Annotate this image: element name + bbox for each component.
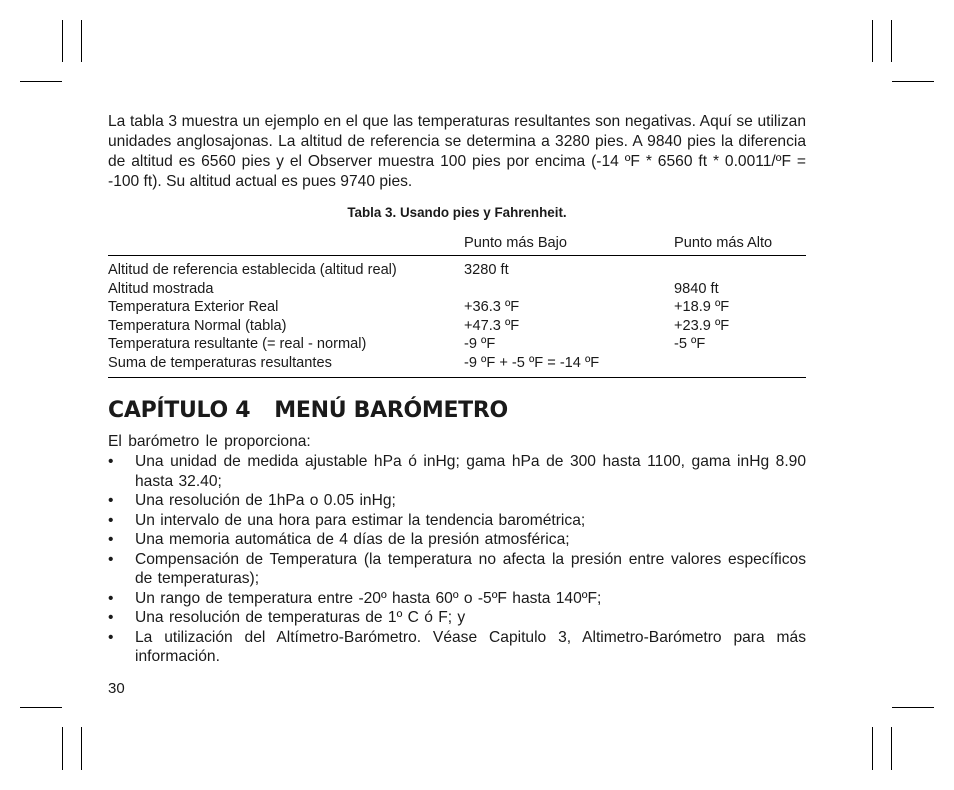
list-item [108,608,806,628]
table-body [108,256,806,378]
crop-mark [81,727,82,770]
table-cell: Temperatura Exterior Real [108,299,279,315]
chapter-title: MENÚ BARÓMETRO [274,398,508,423]
bullet-icon: • [108,453,114,470]
table-cell: +36.3 ºF [464,299,520,315]
feature-list [108,452,806,667]
crop-mark [20,81,62,82]
table-cell: +18.9 ºF [674,299,730,315]
table-cell: -9 ºF + -5 ºF = -14 ºF [464,354,600,371]
crop-mark [81,20,82,62]
list-item [108,530,806,550]
list-item [108,589,806,609]
bullets-intro: El barómetro le proporciona: [108,433,311,450]
bullet-icon: • [108,531,114,548]
crop-mark [872,727,873,770]
table-cell: 3280 ft [464,262,509,278]
table-row [108,281,806,300]
chapter-heading [108,398,508,423]
list-item-text: Una resolución de 1hPa o 0.05 inHg; [135,492,396,509]
bullet-icon: • [108,609,114,626]
page-number: 30 [108,680,125,697]
bullet-icon: • [108,589,114,607]
list-item-text: La utilización del Altímetro-Barómetro. Véase Capitulo 3, Altimetro-Barómetro para más información. [135,628,806,665]
crop-mark [20,707,62,708]
crop-mark [872,20,873,62]
table-cell: Temperatura Normal (tabla) [108,317,287,334]
data-table [108,230,806,378]
list-item-text: Una memoria automática de 4 días de la presión atmosférica; [135,531,570,548]
table-cell: Suma de temperaturas resultantes [108,354,332,371]
chapter-number: CAPÍTULO 4 [108,398,251,423]
table-row [108,262,806,281]
bullet-icon: • [108,511,114,529]
crop-mark [892,707,934,708]
table-cell: 9840 ft [674,280,719,297]
list-item [108,511,806,531]
crop-mark [62,727,63,770]
table-cell: -5 ºF [674,336,706,352]
table-caption: Tabla 3. Usando pies y Fahrenheit. [347,205,567,220]
bullet-icon: • [108,492,114,509]
list-item [108,550,806,589]
crop-mark [891,727,892,770]
table-cell: +23.9 ºF [674,317,730,334]
table-cell: +47.3 ºF [464,317,520,334]
header-cell: Punto más Alto [674,235,773,251]
bullet-icon: • [108,550,114,568]
list-item-text: Una unidad de medida ajustable hPa ó inHg; gama hPa de 300 hasta 1100, gama inHg 8.90 hasta 32.40; [135,453,806,490]
list-item-text: Un rango de temperatura entre -20º hasta 60º o -5ºF hasta 140ºF; [135,589,602,607]
intro-paragraph: La tabla 3 muestra un ejemplo en el que las temperaturas resultantes son negativas. Aquí se utilizan unidades anglosajonas. La altitud de referencia se determina a 3280 pies. A 9840 pies la diferencia de altitud es 6560 pies y el Observer muestra 100 pies por encima (-14 ºF * 6560 ft * 0.0011/ºF = -100 ft). Su altitud actual es pues 9740 pies. [108,113,806,190]
crop-mark [891,20,892,62]
header-cell: Punto más Bajo [464,235,568,251]
list-item-text: Un intervalo de una hora para estimar la tendencia barométrica; [135,511,586,529]
list-item-text: Una resolución de temperaturas de 1º C ó F; y [135,609,466,626]
bullet-icon: • [108,628,114,646]
table-cell: -9 ºF [464,336,496,352]
crop-mark [892,81,934,82]
list-item [108,452,806,491]
table-cell: Altitud de referencia establecida (altitud real) [108,262,397,278]
table-row [108,355,806,374]
list-item [108,491,806,511]
crop-mark [62,20,63,62]
table-header [108,230,806,256]
table-row [108,318,806,337]
list-item-text: Compensación de Temperatura (la temperatura no afecta la presión entre valores específicos de temperaturas); [135,550,806,587]
table-cell: Temperatura resultante (= real - normal) [108,336,367,352]
table-cell: Altitud mostrada [108,280,214,297]
list-item [108,628,806,667]
table-row [108,336,806,355]
table-row [108,299,806,318]
